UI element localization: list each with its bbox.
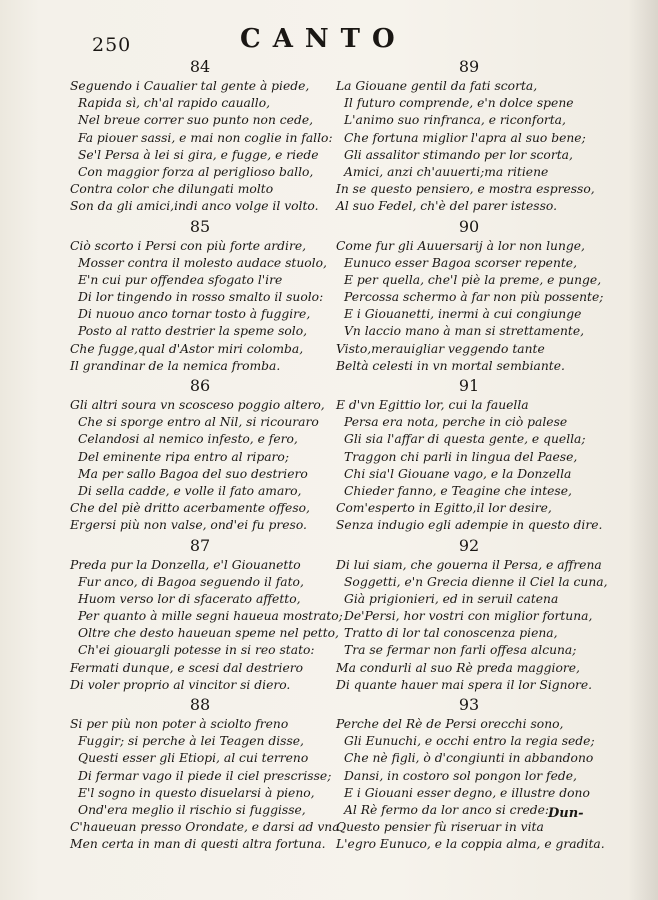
verse-line: Oltre che desto haueuan speme nel petto, xyxy=(78,626,339,641)
right-column xyxy=(336,56,608,854)
verse-line: Di sella cadde, e volle il fato amaro, xyxy=(78,483,302,498)
verse-line: L'egro Eunuco, e la coppia alma, e gradita. xyxy=(336,837,605,852)
stanza-number: 87 xyxy=(189,535,211,555)
verse-line: Questo pensier fù riseruar in vita xyxy=(336,820,544,835)
verse-line: Perche del Rè de Persi orecchi sono, xyxy=(336,717,564,731)
running-head: CANTO xyxy=(240,24,407,54)
verse-line: Rapida sì, ch'al rapido cauallo, xyxy=(78,96,271,111)
verse-line: Tratto di lor tal conoscenza piena, xyxy=(344,626,558,641)
verse-line: Con maggior forza al periglioso ballo, xyxy=(78,164,314,179)
left-column xyxy=(70,56,343,854)
verse-line: Huom verso lor di sfacerato affetto, xyxy=(78,591,301,606)
verse-line: Eunuco esser Bagoa scorser repente, xyxy=(344,255,577,270)
verse-line: Ond'era meglio il rischio si fuggisse, xyxy=(78,802,306,817)
stanza-number: 90 xyxy=(458,216,480,236)
verse-line: Il futuro comprende, e'n dolce spene xyxy=(344,96,574,111)
verse-line: Percossa schermo à far non più possente; xyxy=(344,290,604,305)
verse-line: Ma per sallo Bagoa del suo destriero xyxy=(78,466,308,481)
verse-line: Di fermar vago il piede il ciel prescrisse; xyxy=(78,768,332,783)
verse-line: Già prigionieri, ed in seruil catena xyxy=(344,591,559,606)
verse-line: Ch'ei giouargli potesse in si reo stato: xyxy=(78,643,315,658)
verse-line: Tra se fermar non farli offesa alcuna; xyxy=(344,643,577,658)
stanza xyxy=(336,216,602,376)
verse-line: Son da gli amici,indi anco volge il volto. xyxy=(70,199,319,214)
verse-line: La Giouane gentil da fati scorta, xyxy=(336,79,538,93)
verse-line: Che si sporge entro al Nil, si ricouraro xyxy=(78,415,319,430)
verse-line: Questi esser gli Etiopi, al cui terreno xyxy=(78,751,309,766)
verse-line: L'animo suo rinfranca, e riconforta, xyxy=(344,113,566,128)
verse-line: Di nuouo anco tornar tosto à fuggire, xyxy=(78,307,311,322)
verse-line: Che del piè dritto acerbamente offeso, xyxy=(70,501,310,516)
stanza-number: 84 xyxy=(189,57,211,76)
verse-line: Contra color che dilungati molto xyxy=(70,182,274,197)
verse-line: Che fortuna miglior l'apra al suo bene; xyxy=(344,130,586,145)
verse-line: Che fugge,qual d'Astor miri colomba, xyxy=(70,341,304,356)
verse-line: Di quante hauer mai spera il lor Signore. xyxy=(336,677,593,692)
stanza xyxy=(70,694,340,854)
verse-line: Si per più non poter à sciolto freno xyxy=(70,717,289,731)
verse-line: Com'esperto in Egitto,il lor desire, xyxy=(336,501,552,516)
verse-line: Il grandinar de la nemica fromba. xyxy=(70,358,281,373)
stanza-number: 91 xyxy=(458,376,480,395)
stanza-number: 86 xyxy=(189,376,211,395)
verse-line: E i Giouani esser degno, e illustre dono xyxy=(344,785,590,800)
verse-line: Fuggir; si perche à lei Teagen disse, xyxy=(78,734,304,749)
stanza-number: 89 xyxy=(458,57,480,76)
verse-line: Preda pur la Donzella, e'l Giouanetto xyxy=(70,557,301,572)
verse-line: Al Rè fermo da lor anco si crede: xyxy=(344,802,550,817)
verse-line: Vn laccio mano à man si strettamente, xyxy=(344,324,585,339)
verse-line: E i Giouanetti, inermi à cui congiunge xyxy=(344,307,582,322)
verse-line: Fa piouer sassi, e mai non coglie in fallo: xyxy=(78,130,333,145)
stanza xyxy=(70,56,333,216)
stanza-number: 85 xyxy=(189,216,211,236)
verse-line: Gli assalitor stimando per lor scorta, xyxy=(344,147,573,162)
stanza xyxy=(336,535,608,695)
verse-line: De'Persi, hor vostri con miglior fortuna, xyxy=(344,609,593,624)
verse-line: Gli altri soura vn scosceso poggio altero, xyxy=(70,398,325,412)
verse-line: Di lor tingendo in rosso smalto il suolo: xyxy=(78,290,324,305)
verse-line: Nel breue correr suo punto non cede, xyxy=(78,113,314,128)
verse-line: Senza indugio egli adempie in questo dire. xyxy=(336,518,603,533)
verse-line: Che nè figli, ò d'congiunti in abbandono xyxy=(344,751,594,766)
verse-line: E'l sogno in questo disuelarsi à pieno, xyxy=(78,785,315,800)
verse-line: Visto,merauigliar veggendo tante xyxy=(336,341,545,356)
verse-line: Al suo Fedel, ch'è del parer istesso. xyxy=(336,199,557,214)
verse-line: Amici, anzi ch'auuerti;ma ritiene xyxy=(344,164,549,179)
verse-line: Del eminente ripa entro al riparo; xyxy=(78,449,289,464)
verse-line: Soggetti, e'n Grecia dienne il Ciel la cuna, xyxy=(344,574,608,589)
verse-line: Dansi, in costoro sol pongon lor fede, xyxy=(344,768,577,783)
verse-line: Come fur gli Auuersarij à lor non lunge, xyxy=(336,238,585,253)
page-edge-shadow xyxy=(628,0,658,900)
verse-line: Traggon chi parli in lingua del Paese, xyxy=(344,449,578,464)
verse-line: Se'l Persa à lei si gira, e fugge, e riede xyxy=(78,147,319,162)
stanza xyxy=(70,535,343,695)
page-number: 250 xyxy=(92,34,132,56)
verse-line: Posto al ratto destrier la speme solo, xyxy=(78,324,308,339)
catchword: Dun- xyxy=(548,806,584,821)
verse-line: Per quanto à mille segni haueua mostrato; xyxy=(78,609,343,624)
verse-line: Gli Eunuchi, e occhi entro la regia sede; xyxy=(344,734,595,749)
verse-line: Persa era nota, perche in ciò palese xyxy=(344,415,568,430)
verse-line: Ma condurli al suo Rè preda maggiore, xyxy=(336,660,580,675)
verse-line: In se questo pensiero, e mostra espresso, xyxy=(336,182,595,197)
stanza-number: 92 xyxy=(458,535,480,555)
verse-line: C'haueuan presso Orondate, e darsi ad vna xyxy=(70,820,340,835)
verse-line: Men certa in man di questi altra fortuna. xyxy=(70,837,326,852)
verse-line: Mosser contra il molesto audace stuolo, xyxy=(78,255,327,270)
stanza xyxy=(70,216,330,376)
verse-line: E per quella, che'l piè la preme, e punge, xyxy=(344,272,602,287)
stanza-number: 93 xyxy=(458,695,480,714)
verse-line: Di lui siam, che gouerna il Persa, e affrena xyxy=(336,557,602,572)
stanza xyxy=(70,375,330,535)
verse-line: Ciò scorto i Persi con più forte ardire, xyxy=(70,238,307,253)
verse-line: E d'vn Egittio lor, cui la fauella xyxy=(336,398,529,412)
verse-line: E'n cui pur offendea sfogato l'ire xyxy=(78,272,283,287)
verse-line: Chi sia'l Giouane vago, e la Donzella xyxy=(344,466,572,481)
verse-line: Fermati dunque, e scesi dal destriero xyxy=(70,660,304,675)
verse-line: Chieder fanno, e Teagine che intese, xyxy=(344,483,572,498)
verse-line: Seguendo i Caualier tal gente à piede, xyxy=(70,79,310,93)
stanza xyxy=(336,694,605,854)
stanza xyxy=(336,56,602,216)
verse-line: Beltà celesti in vn mortal sembiante. xyxy=(336,358,565,373)
verse-line: Ergersi più non valse, ond'ei fu preso. xyxy=(70,518,307,533)
verse-line: Gli sia l'affar di questa gente, e quella; xyxy=(344,432,586,447)
stanza xyxy=(336,375,602,535)
stanza-number: 88 xyxy=(189,695,211,714)
verse-line: Fur anco, di Bagoa seguendo il fato, xyxy=(78,574,304,589)
verse-line: Di voler proprio al vincitor si diero. xyxy=(70,677,291,692)
verse-line: Celandosi al nemico infesto, e fero, xyxy=(78,432,298,447)
